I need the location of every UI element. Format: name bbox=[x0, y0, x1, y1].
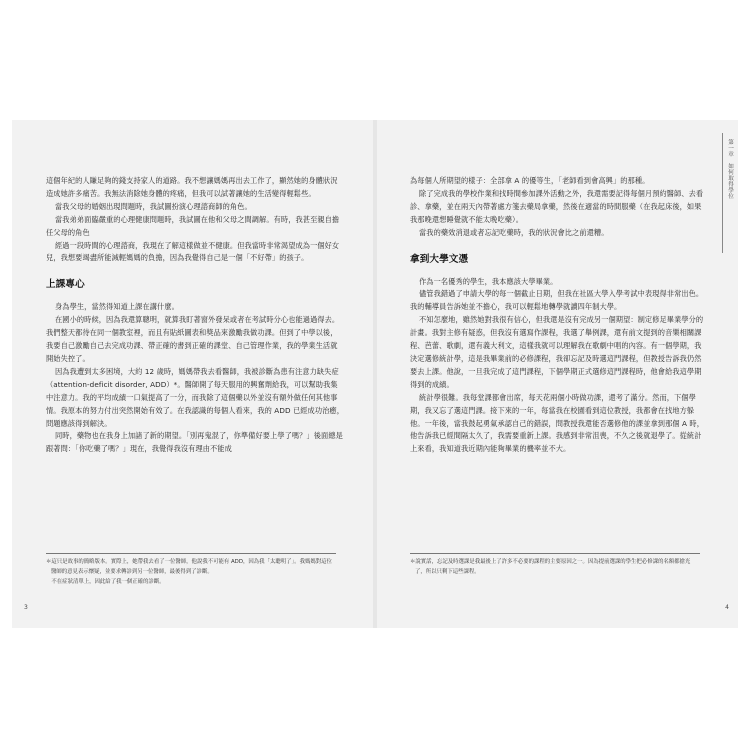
paragraph: 身為學生，當然得知道上課在講什麼。 bbox=[55, 302, 179, 312]
paragraph: 經過一段時間的心理諮商，我現在了解這樣做並不健康。但我當時非常渴望成為一個好女兒，我想要竭盡所能減輕媽媽的負擔，因為我覺得自己是一個「不好帶」的孩子。 bbox=[46, 240, 340, 263]
running-head-text: 第一章 如何取得學位 bbox=[727, 139, 733, 199]
paragraph: 當我父母的婚姻出現問題時，我試圖扮演心理諮商師的角色。 bbox=[55, 201, 252, 211]
footnote-text: 不在症狀清單上，因此給了我一個正確的診斷。 bbox=[46, 579, 165, 585]
right-page bbox=[377, 120, 738, 628]
footnote bbox=[410, 553, 700, 577]
paragraph: 儘管我錯過了申請大學的每一個截止日期，但我在社區大學入學考試中表現得非常出色。我的輔導員告訴她並不擔心，我可以輕鬆地轉學就讀四年制大學。 bbox=[410, 289, 704, 312]
section-heading: 上課專心 bbox=[46, 279, 85, 291]
paragraph: 不知怎麼地，雖然她對我很有信心，但我還是沒有完成另一個期望：制定修足畢業學分的計畫。我對主修有疑惑，但我沒有選寫作課程，我選了舉例課，還有前文提到的音樂相關課程、芭蕾、歌劇，還有義大利文，這樣我就可以理解我在歌劇中唱的內容。有一個學期，我決定選修統計學，這是我畢業前的必修課程，我卻忘記及時選這門課程，但教授告訴我仍然要去上課。他說，一旦我完成了這門課程，下個學期正式選修這門課程時，他會給我這學期得到的成績。 bbox=[410, 315, 704, 389]
left-body-text bbox=[46, 175, 344, 456]
page-number: 3 bbox=[24, 604, 28, 611]
paragraph: 除了完成我的學校作業和找時間參加課外活動之外，我還需要記得每個月預約醫師、去看診、拿藥，並在兩天內帶著處方箋去藥局拿藥，然後在適當的時間服藥（在我起床後，如果我那晚還想睡覺就不能太晚吃藥）。 bbox=[410, 188, 704, 224]
paragraph: 統計學很難。我每堂課都會出席，每天花兩個小時做功課，還考了滿分。然而，下個學期，我又忘了選這門課。接下來的一年，每當我在校園看到這位教授，我都會在找地方躲他。一年後，當我鼓起勇氣承認自己的錯誤，問教授我還能否選修他的課並拿到那個 A 時，他告訴我已經間隔太久了，我需要重新上課。我感到非常沮喪，不久之後就退學了。從統計上來看，我知道我近期內能夠畢業的機率並不大。 bbox=[410, 392, 705, 454]
paragraph: 當我的藥效消退或者忘記吃藥時，我的狀況會比之前還糟。 bbox=[419, 227, 609, 237]
footnote-text: ＊說實話，忘記及時選課是我最後上了許多不必要的課程的主要原因之一。因為提前選課的學生把必修課的名額都搶光了，所以只剩下這些課程。 bbox=[410, 559, 691, 575]
paragraph: 為每個人所期望的樣子：全部拿 A 的優等生，「老師看到會高興」的那種。 bbox=[410, 176, 650, 185]
footnote-text: ＊這只是故事的簡略版本。實際上，她帶我去看了一位醫師，他說我不可能有 ADD，因為我「太聰明了」。我媽媽對這位醫師的意見表示懷疑，並要求轉診到另一位醫師，最後得到了診斷。 bbox=[46, 559, 332, 575]
paragraph: 同時，藥物也在我身上加諸了新的期望。「別再鬼混了，你準備好要上學了嗎？」後面總是跟著問：「你吃藥了嗎？」現在，我覺得我沒有理由不能成 bbox=[46, 431, 343, 454]
paragraph: 這個年紀的人賺足夠的錢支持家人的道路。我不想讓媽媽再出去工作了，顯然她的身體狀況造成她許多痛苦。我無法消除她身體的疼痛，但我可以試著讓她的生活變得輕鬆些。 bbox=[46, 176, 338, 198]
running-head-rule bbox=[722, 133, 723, 253]
paragraph: 因為我遭到太多困境，大約 12 歲時，媽媽帶我去看醫師，我被診斷為患有注意力缺失症（attention-deficit disorder, ADD）*。醫師開了每天服用的興奮劑給我，可以幫助我集中注意力。我的平均成績一口氣提高了一分，而我除了這個藥以外並沒有額外做任何其他事情。我原本的努力付出突然開始有效了。在我認識的每個人看來，我的 ADD 已經成功治癒，問題應該得到解決。 bbox=[46, 366, 344, 428]
footnote bbox=[46, 553, 336, 587]
left-page bbox=[12, 120, 373, 628]
paragraph: 在國小的時候，因為我還算聰明，就算我盯著窗外發呆或者在考試時分心也能過過得去。我們整天都待在同一個教室裡，而且有貼紙圖表和獎品來激勵我做功課。但到了中學以後，我要自己激勵自己去完成功課、帶正確的書到正確的課堂、自己管理作業，我的學業生活就開始失控了。 bbox=[46, 315, 340, 363]
running-head bbox=[722, 133, 738, 253]
paragraph: 當我弟弟面臨嚴重的心理健康問題時，我試圖在他和父母之間調解。有時，我甚至親自擔任父母的角色 bbox=[46, 214, 340, 237]
section-heading: 拿到大學文憑 bbox=[410, 253, 469, 265]
page-number: 4 bbox=[725, 604, 729, 611]
right-body-text bbox=[410, 175, 706, 456]
paragraph: 作為一名優秀的學生，我本應該大學畢業。 bbox=[419, 276, 558, 286]
